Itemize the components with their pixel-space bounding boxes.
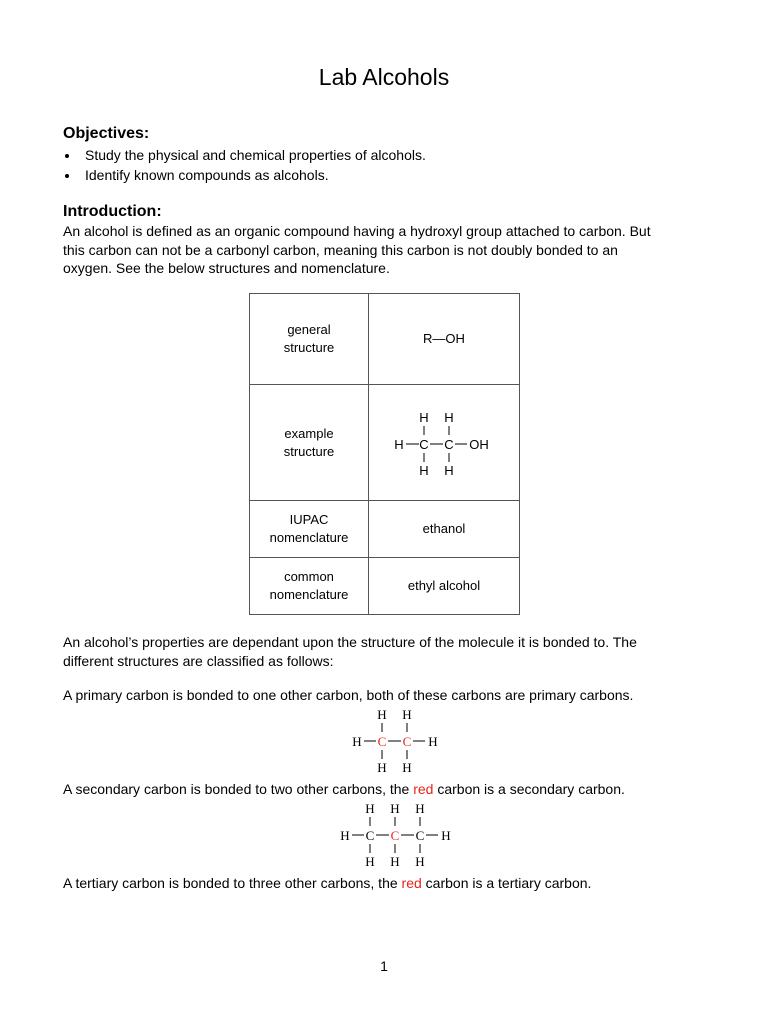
atom-label: H bbox=[377, 760, 387, 775]
table-cell-label: IUPAC nomenclature bbox=[250, 501, 369, 558]
structures-paragraph bbox=[63, 633, 708, 670]
atom-label: H bbox=[402, 707, 412, 722]
iupac-name: ethanol bbox=[369, 501, 520, 558]
nomenclature-table bbox=[249, 293, 520, 615]
text-line: oxygen. See the below structures and nomenclature. bbox=[63, 260, 390, 276]
objectives-list bbox=[63, 146, 426, 185]
highlighted-carbon: C bbox=[377, 734, 387, 749]
atom-label: H bbox=[394, 436, 404, 452]
red-word: red bbox=[401, 875, 422, 891]
table-cell-label: common nomenclature bbox=[250, 558, 369, 615]
table-row bbox=[250, 294, 520, 385]
ethanol-structure-diagram bbox=[369, 385, 520, 501]
atom-label: OH bbox=[469, 436, 489, 452]
table-row bbox=[250, 385, 520, 501]
atom-label: H bbox=[390, 801, 400, 816]
table-cell-label: example structure bbox=[250, 385, 369, 501]
secondary-carbon-structure bbox=[333, 799, 458, 869]
atom-label: H bbox=[441, 828, 451, 843]
atom-label: H bbox=[365, 854, 375, 869]
introduction-paragraph bbox=[63, 222, 708, 278]
red-word: red bbox=[413, 781, 434, 797]
atom-label: H bbox=[415, 854, 425, 869]
table-row bbox=[250, 558, 520, 615]
atom-label: H bbox=[340, 828, 350, 843]
atom-label: H bbox=[390, 854, 400, 869]
common-name: ethyl alcohol bbox=[369, 558, 520, 615]
objectives-heading: Objectives: bbox=[63, 125, 150, 142]
atom-label: H bbox=[419, 409, 429, 425]
highlighted-carbon: C bbox=[390, 828, 400, 843]
atom-label: H bbox=[428, 734, 438, 749]
atom-label: H bbox=[377, 707, 387, 722]
list-item: Identify known compounds as alcohols. bbox=[63, 166, 426, 186]
list-item: Study the physical and chemical properties of alcohols. bbox=[63, 146, 426, 166]
general-structure-formula: R—OH bbox=[369, 294, 520, 385]
table-row bbox=[250, 501, 520, 558]
highlighted-carbon: C bbox=[402, 734, 412, 749]
atom-label: C bbox=[365, 828, 375, 843]
introduction-heading: Introduction: bbox=[63, 203, 162, 220]
page-number: 1 bbox=[380, 958, 388, 974]
atom-label: H bbox=[444, 462, 454, 478]
atom-label: H bbox=[415, 801, 425, 816]
primary-carbon-structure bbox=[345, 705, 445, 775]
text-line: this carbon can not be a carbonyl carbon, meaning this carbon is not doubly bonded to an bbox=[63, 241, 618, 258]
table-cell-label: general structure bbox=[250, 294, 369, 385]
page-title: Lab Alcohols bbox=[318, 64, 450, 90]
atom-label: C bbox=[419, 436, 429, 452]
text-line: An alcohol’s properties are dependant upon the structure of the molecule it is bonded to. The bbox=[63, 634, 637, 650]
tertiary-carbon-text: A tertiary carbon is bonded to three other carbons, the red carbon is a tertiary carbon. bbox=[63, 875, 592, 891]
atom-label: H bbox=[402, 760, 412, 775]
atom-label: H bbox=[444, 409, 454, 425]
atom-label: H bbox=[365, 801, 375, 816]
text-line: different structures are classified as follows: bbox=[63, 652, 334, 669]
atom-label: H bbox=[419, 462, 429, 478]
atom-label: H bbox=[352, 734, 362, 749]
text-line: An alcohol is defined as an organic compound having a hydroxyl group attached to carbon. But bbox=[63, 223, 651, 239]
secondary-carbon-text: A secondary carbon is bonded to two other carbons, the red carbon is a secondary carbon. bbox=[63, 781, 625, 797]
atom-label: C bbox=[415, 828, 425, 843]
atom-label: C bbox=[444, 436, 454, 452]
primary-carbon-text: A primary carbon is bonded to one other carbon, both of these carbons are primary carbons. bbox=[63, 687, 634, 703]
